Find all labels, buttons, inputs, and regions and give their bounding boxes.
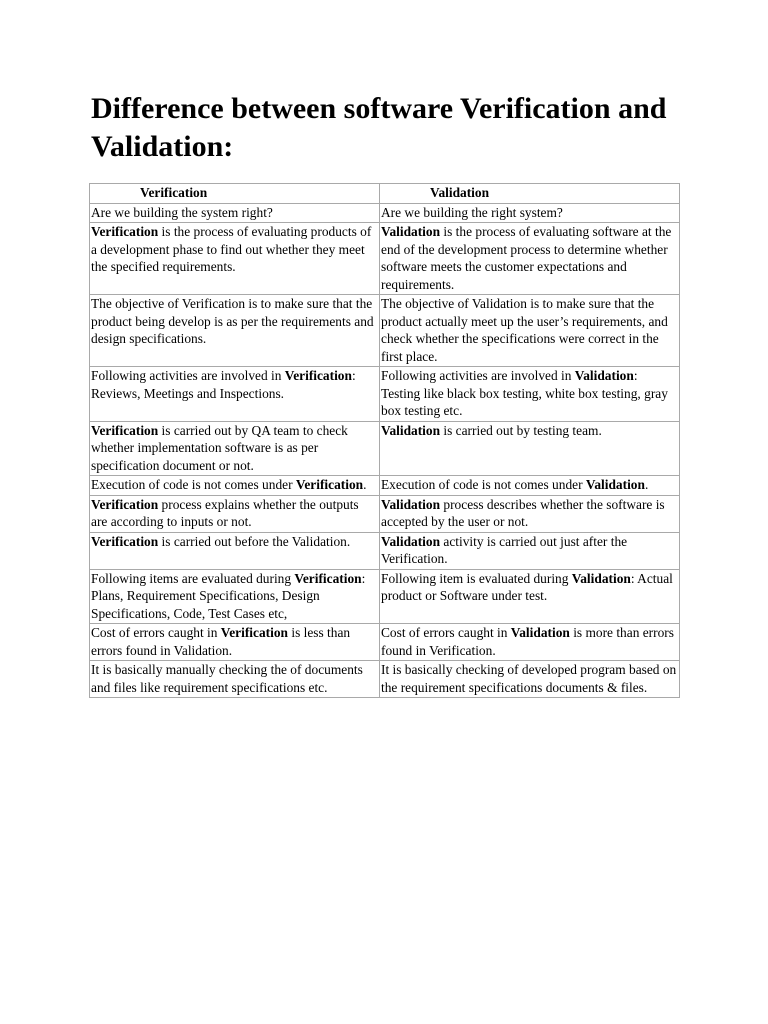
validation-cell (380, 476, 680, 496)
cell-text: is more than errors found in Verification. (381, 625, 674, 658)
cell-term-bold: Validation (574, 368, 634, 383)
verification-cell (90, 496, 380, 533)
table-row (90, 422, 680, 477)
verification-cell (90, 476, 380, 496)
validation-cell (380, 367, 680, 422)
column-header-validation: Validation (380, 184, 680, 204)
cell-text: activity is carried out just after the Verification. (381, 533, 628, 566)
table-row (90, 533, 680, 570)
cell-text: The objective of Verification is to make sure that the product being develop is as per the requirements and design specifications. (91, 296, 374, 346)
cell-text: process describes whether the software is accepted by the user or not. (381, 496, 665, 529)
table-body (90, 204, 680, 699)
cell-text: Are we building the system right? (91, 204, 273, 220)
validation-cell (380, 496, 680, 533)
validation-cell (380, 533, 680, 570)
cell-text: : Reviews, Meetings and Inspections. (91, 368, 356, 401)
validation-cell (380, 223, 680, 295)
verification-cell (90, 367, 380, 422)
cell-text: Execution of code is not comes under (91, 477, 296, 492)
table-row (90, 223, 680, 295)
cell-text: is carried out by QA team to check whether implementation software is as per specification document or not. (91, 422, 348, 473)
cell-text: Cost of errors caught in (381, 625, 511, 640)
cell-text: : Actual product or Software under test. (381, 570, 673, 603)
cell-text: Cost of errors caught in (91, 625, 221, 640)
cell-text: is the process of evaluating software at the end of the development process to determine whether software meets the customer expectations and requirements. (381, 224, 672, 292)
table-row (90, 496, 680, 533)
cell-text: is carried out before the Validation. (158, 533, 351, 549)
cell-text: is the process of evaluating products of a development phase to find out whether they meet the specified requirements. (91, 224, 372, 274)
column-header-verification: Verification (90, 184, 380, 204)
cell-text: is carried out by testing team. (440, 422, 602, 438)
cell-term-bold: Validation (571, 570, 631, 586)
table-header-row (90, 184, 680, 204)
cell-text: It is basically manually checking the of documents and files like requirement specifications etc. (91, 662, 363, 695)
verification-cell (90, 533, 380, 570)
verification-cell (90, 661, 380, 698)
cell-text: Execution of code is not comes under (381, 477, 586, 492)
validation-cell (380, 295, 680, 367)
cell-term-bold: Verification (294, 570, 362, 586)
table-row (90, 661, 680, 698)
cell-text: It is basically checking of developed program based on the requirement specifications documents & files. (381, 662, 677, 695)
cell-text: process explains whether the outputs are according to inputs or not. (91, 496, 359, 529)
cell-term-bold: Validation (381, 224, 441, 239)
cell-term-bold: Verification (91, 224, 159, 239)
verification-cell (90, 570, 380, 625)
validation-cell (380, 624, 680, 661)
cell-text: . (363, 477, 367, 492)
verification-cell (90, 422, 380, 477)
cell-term-bold: Validation (585, 477, 645, 492)
verification-cell (90, 223, 380, 295)
table-row (90, 476, 680, 496)
verification-cell (90, 204, 380, 224)
table-row (90, 367, 680, 422)
cell-term-bold: Verification (91, 422, 159, 438)
table-row (90, 204, 680, 224)
cell-term-bold: Validation (381, 422, 441, 438)
validation-cell (380, 422, 680, 477)
cell-text: . (644, 477, 649, 492)
table-row (90, 295, 680, 367)
cell-text: Are we building the right system? (381, 204, 563, 220)
cell-term-bold: Verification (91, 533, 159, 549)
validation-cell (380, 204, 680, 224)
cell-text: The objective of Validation is to make sure that the product actually meet up the user’s requirements, and check whether the specifications were correct in the first place. (381, 296, 668, 364)
cell-text: Following activities are involved in (381, 368, 575, 383)
cell-term-bold: Verification (91, 496, 159, 512)
cell-term-bold: Verification (220, 625, 288, 640)
cell-term-bold: Verification (284, 368, 352, 383)
cell-text: is less than errors found in Validation. (91, 625, 351, 658)
cell-term-bold: Validation (381, 496, 441, 512)
verification-cell (90, 624, 380, 661)
page-title: Difference between software Verification and Validation: (91, 92, 667, 163)
comparison-table (89, 183, 680, 698)
cell-text: : Testing like black box testing, white box testing, gray box testing etc. (381, 368, 668, 418)
cell-text: Following item is evaluated during (381, 570, 572, 586)
table-row (90, 624, 680, 661)
verification-cell (90, 295, 380, 367)
cell-text: : Plans, Requirement Specifications, Design Specifications, Code, Test Cases etc, (91, 570, 366, 621)
cell-text: Following items are evaluated during (91, 570, 295, 586)
validation-cell (380, 661, 680, 698)
cell-term-bold: Validation (381, 533, 441, 549)
cell-term-bold: Verification (295, 477, 364, 492)
validation-cell (380, 570, 680, 625)
cell-text: Following activities are involved in (91, 368, 285, 383)
table-row (90, 570, 680, 625)
cell-term-bold: Validation (510, 625, 570, 640)
